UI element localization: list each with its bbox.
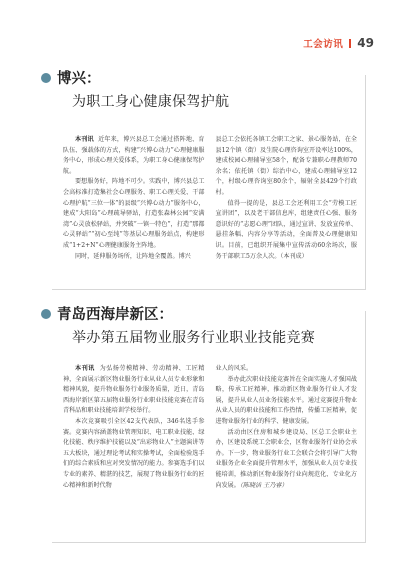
article-title — [41, 303, 315, 347]
page-number: 49 — [357, 36, 374, 50]
title-bullet-icon — [41, 309, 51, 319]
paragraph: 举办此次职业技能竞赛旨在全面实施人才强国战略，传承工匠精神，推动新区物业服务行业人才发展，提升从业人员业务技能水平。通过竞赛提升物业从业人员的职业技能和工作热情，传播工匠精神，促进物业服务行业的科学、健康发展。 — [215, 375, 357, 425]
article-boxing — [52, 71, 366, 290]
article-body — [63, 364, 357, 491]
article-title — [41, 67, 229, 111]
paragraph: 值得一提的是，县总工会还利用工会“劳模工匠宣讲团”，以及老干部信息库，组建责任心强、服务意识好的“志愿心理”团队，通过宣讲、发放宣传单、悬挂条幅、内容分享等活动，全面普及心理健康知识。目前，已组织开展集中宣传活动60余场次，服务干部职工5万余人次。（本刊成） — [215, 199, 357, 260]
paragraph: 本刊讯 近年来，博兴县总工会通过搭阵地、育队伍、强载体的方式，构建“兴博心动力”心理健康服务中心，形成心理关爱体系，为职工身心健康保驾护航。 — [63, 136, 205, 175]
article-title-main: 青岛西海岸新区： — [57, 307, 173, 323]
paragraph: 业人的风采。 — [215, 365, 253, 372]
lead-label: 本刊讯 — [75, 365, 95, 372]
byline: （陈晓洁 王乃睿） — [239, 481, 288, 489]
article-title-main: 博兴： — [57, 71, 101, 87]
article-title-sub: 为职工身心健康保驾护航 — [72, 94, 230, 110]
article-column-left — [63, 135, 205, 262]
section-label: 工会访讯 — [303, 39, 344, 50]
article-column-right — [216, 364, 358, 491]
paragraph: 同时，延伸服务场所，让阵地全覆盖。博兴 — [75, 252, 191, 260]
article-column-left — [63, 364, 205, 491]
header-divider — [349, 39, 351, 48]
lead-label: 本刊讯 — [75, 136, 94, 143]
article-qingdao — [52, 307, 366, 543]
title-bullet-icon — [41, 73, 51, 83]
paragraph: 本次竞赛吸引全区42支代表队，346名选手参赛。竞赛内容涵盖物业管理知识、电工职业技能、绿化技能、秩序维护技能以及“出彩物业人”主题演讲等五大板块，通过理论考试和实操考试，全面检验选手们的综合素质和应对突发情况的能力。参赛选手们以专业的素养、精湛的技艺，展现了物业服务行业的匠心精神和新时代物 — [63, 417, 205, 489]
paragraph: 活动由区住房和城乡建设局、区总工会职业主办，区建设系统工会职业会，区物业服务行业协会承办。下一步，物业服务行业工会联合会将引导广大物业服务企业全面提升管理水平，加强从业人员专业技能培训，推动新区物业服务行业向规范化、专业化方向发展。（陈晓洁 王乃睿） — [215, 428, 357, 489]
paragraph: 县总工会依托各镇工会职工之家、景心服务站，在全县12个镇（街）及生院心理咨询室开设率达100%，建成校园心理辅导室58个，配备专兼职心理教师70余名；依托镇（街）综治中心，建成心理辅导室12个，村级心理咨询室80余个，辐射全县429个行政村。 — [215, 136, 357, 196]
article-body — [63, 135, 357, 262]
article-column-right — [216, 135, 358, 262]
page-header — [303, 36, 374, 50]
paragraph: 要想服务好，阵地不可少。实践中，博兴县总工会高标准打造集社会心理服务、职工心理关爱、干部心理护航“三位一体”的县级“兴博心动力”服务中心，建成“大阳岛”心理疏导驿站，打造张森林公园“安满湾”心灵放松驿站，并突破“一镇一特色”，打造“那都心灵驿站”“初心至纯”等基层心理服务站点，构建形成“1+2+N”心理健康服务主阵地。 — [63, 178, 205, 249]
article-title-sub: 举办第五届物业服务行业职业技能竞赛 — [72, 330, 316, 346]
paragraph: 本刊讯 为弘扬劳模精神、劳动精神、工匠精神，全面展示新区物业服务行业从业人员专业形象和精神风貌，提升物业服务行业服务质量，近日，青岛西海岸新区第五届物业服务行业职业技能竞赛在青岛青科品和职业技能培训学校举行。 — [63, 365, 205, 415]
